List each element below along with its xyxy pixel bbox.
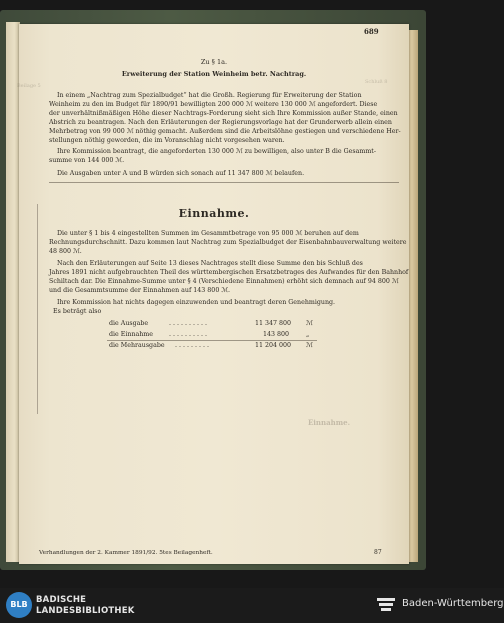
summary-value: 11 347 800 [255, 320, 292, 327]
paragraph-line: Ihre Kommission beantragt, die angeforderten 130 000 ℳ zu bewilligen, also unter B die Gesammt- [57, 148, 376, 155]
paragraph-line: Jahres 1891 nicht aufgebrauchten Theil des württembergischen Ersatzbetrages des Aufwandes für den Bahnhof [49, 269, 409, 276]
bleed-through-right [259, 419, 399, 489]
summary-unit: ℳ [306, 320, 313, 327]
ghost-heading: Einnahme. [307, 418, 351, 427]
summary-unit: ℳ [306, 342, 313, 349]
paragraph-line: Mehrbetrag von 99 000 ℳ nöthig gemacht. Außerdem sind die Arbeitslöhne gestiegen und verschiedene Her- [49, 128, 401, 135]
scanned-page [19, 24, 409, 564]
ghost-label: Beilage 5 [17, 83, 41, 89]
blb-logo-icon[interactable]: BLB [6, 592, 32, 618]
ghost-label: Schluß 8 [365, 79, 388, 85]
library-name-line1: BADISCHE [36, 595, 87, 605]
column-rule [37, 204, 38, 414]
baden-wuerttemberg-emblem-icon [376, 595, 396, 615]
paragraph-line: Nach den Erläuterungen auf Seite 13 dieses Nachtrages stellt diese Summe den bis Schluß des [57, 260, 363, 267]
summary-intro: Es beträgt also [53, 308, 102, 315]
paragraph-line: Rechnungsdurchschnitt. Dazu kommen laut Nachtrag zum Spezialbudget der Eisenbahnbauverwaltung weitere [49, 239, 407, 246]
paragraph-line: summe von 144 000 ℳ. [49, 157, 125, 164]
paragraph-line: und die Gesammtsumme der Einnahmen auf 143 800 ℳ. [49, 287, 231, 294]
summary-value: 143 800 [263, 331, 290, 338]
summary-unit: „ [306, 331, 310, 338]
summary-dots: . . . . . . . . . . [169, 331, 208, 338]
separator-line [49, 182, 399, 183]
summary-value: 11 204 000 [255, 342, 292, 349]
footer-left: Verhandlungen der 2. Kammer 1891/92. 5tes Beilagenheft. [39, 550, 213, 556]
library-name-line2: LANDESBIBLIOTHEK [36, 606, 135, 616]
paragraph-line: Schiltach dar. Die Einnahme-Summe unter § 4 (Verschiedene Einnahmen) erhöht sich demnach auf 94 800 ℳ [49, 278, 399, 285]
paragraph-line: In einem „Nachtrag zum Spezialbudget“ hat die Großh. Regierung für Erweiterung der Station [57, 92, 362, 99]
page-number: 689 [364, 27, 379, 36]
paragraph-line: Weinheim zu den im Budget für 1890/91 bewilligten 200 000 ℳ weitere 130 000 ℳ angefordert. Diese [49, 101, 378, 108]
paragraph-line: stellungen nöthig geworden, die im Voranschlag nicht vorgesehen waren. [49, 137, 285, 144]
paragraph-line: Ihre Kommission hat nichts dagegen einzuwenden und beantragt deren Genehmigung. [57, 299, 336, 306]
section-heading: Zu § 1a. [200, 58, 228, 66]
state-name[interactable]: Baden-Württemberg [402, 598, 504, 609]
sum-rule [107, 340, 317, 341]
summary-label: die Ausgabe [109, 320, 149, 327]
paragraph-line: Abstrich zu beantragen. Nach den Erläuterungen der Regierungsvorlage hat der Grunderwerb allein einen [49, 119, 392, 126]
summary-dots: . . . . . . . . . . [169, 320, 208, 327]
summary-dots: . . . . . . . . . [175, 342, 210, 349]
paragraph-line: der unverhältnißmäßigen Höhe dieser Nachtrags-Forderung sieht sich Ihre Kommission außer Stande, einen [49, 110, 398, 117]
footer-page-number: 87 [374, 549, 382, 556]
paragraph-line: 48 800 ℳ. [49, 248, 82, 255]
einnahme-heading: Einnahme. [178, 207, 250, 220]
section-title: Erweiterung der Station Weinheim betr. Nachtrag. [121, 70, 307, 78]
branding-bar [0, 588, 504, 623]
summary-label: die Mehrausgabe [109, 342, 165, 349]
left-page-edge [6, 22, 20, 562]
summary-label: die Einnahme [109, 331, 154, 338]
paragraph-line: Die unter § 1 bis 4 eingestellten Summen im Gesammtbetrage von 95 000 ℳ beruhen auf dem [57, 230, 359, 237]
paragraph-line: Die Ausgaben unter A und B würden sich sonach auf 11 347 800 ℳ belaufen. [57, 170, 305, 177]
